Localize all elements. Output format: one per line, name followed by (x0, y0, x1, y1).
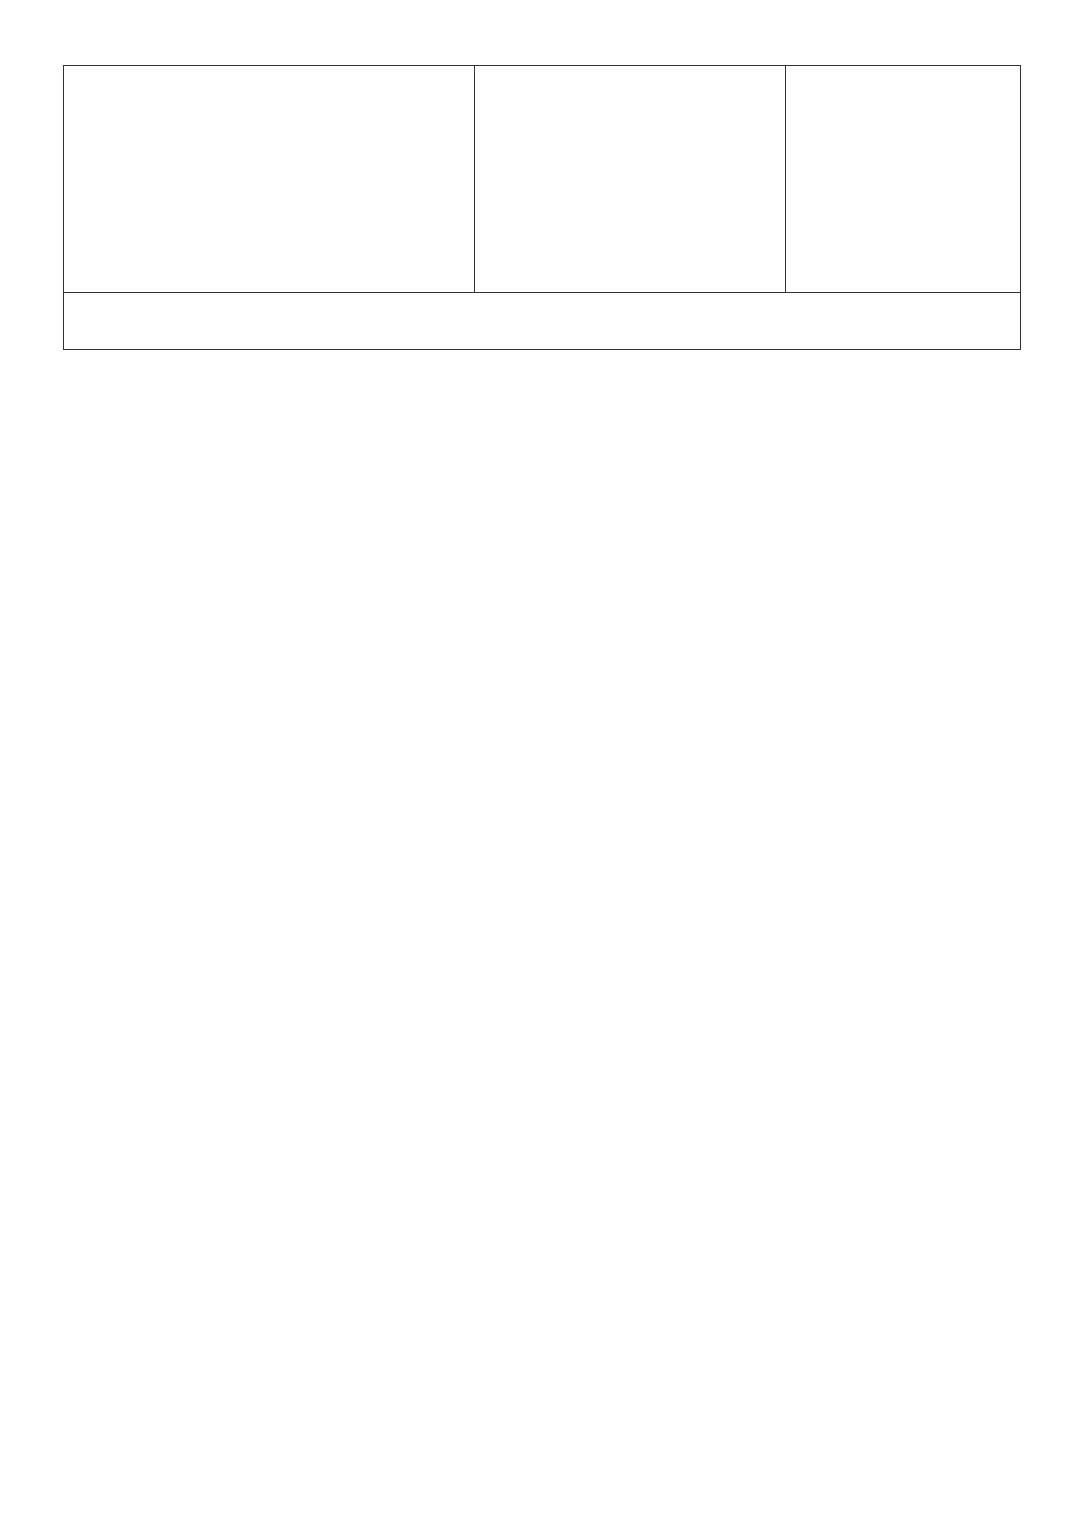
summary-cell (64, 66, 475, 293)
summary-empty-cell-2 (786, 66, 1021, 293)
performance-table (63, 65, 1021, 350)
section-title (64, 293, 1021, 350)
summary-row (64, 66, 1021, 293)
section-title-row (64, 293, 1021, 350)
summary-text (64, 66, 474, 68)
document-page (63, 65, 1020, 350)
summary-empty-cell (475, 66, 786, 293)
